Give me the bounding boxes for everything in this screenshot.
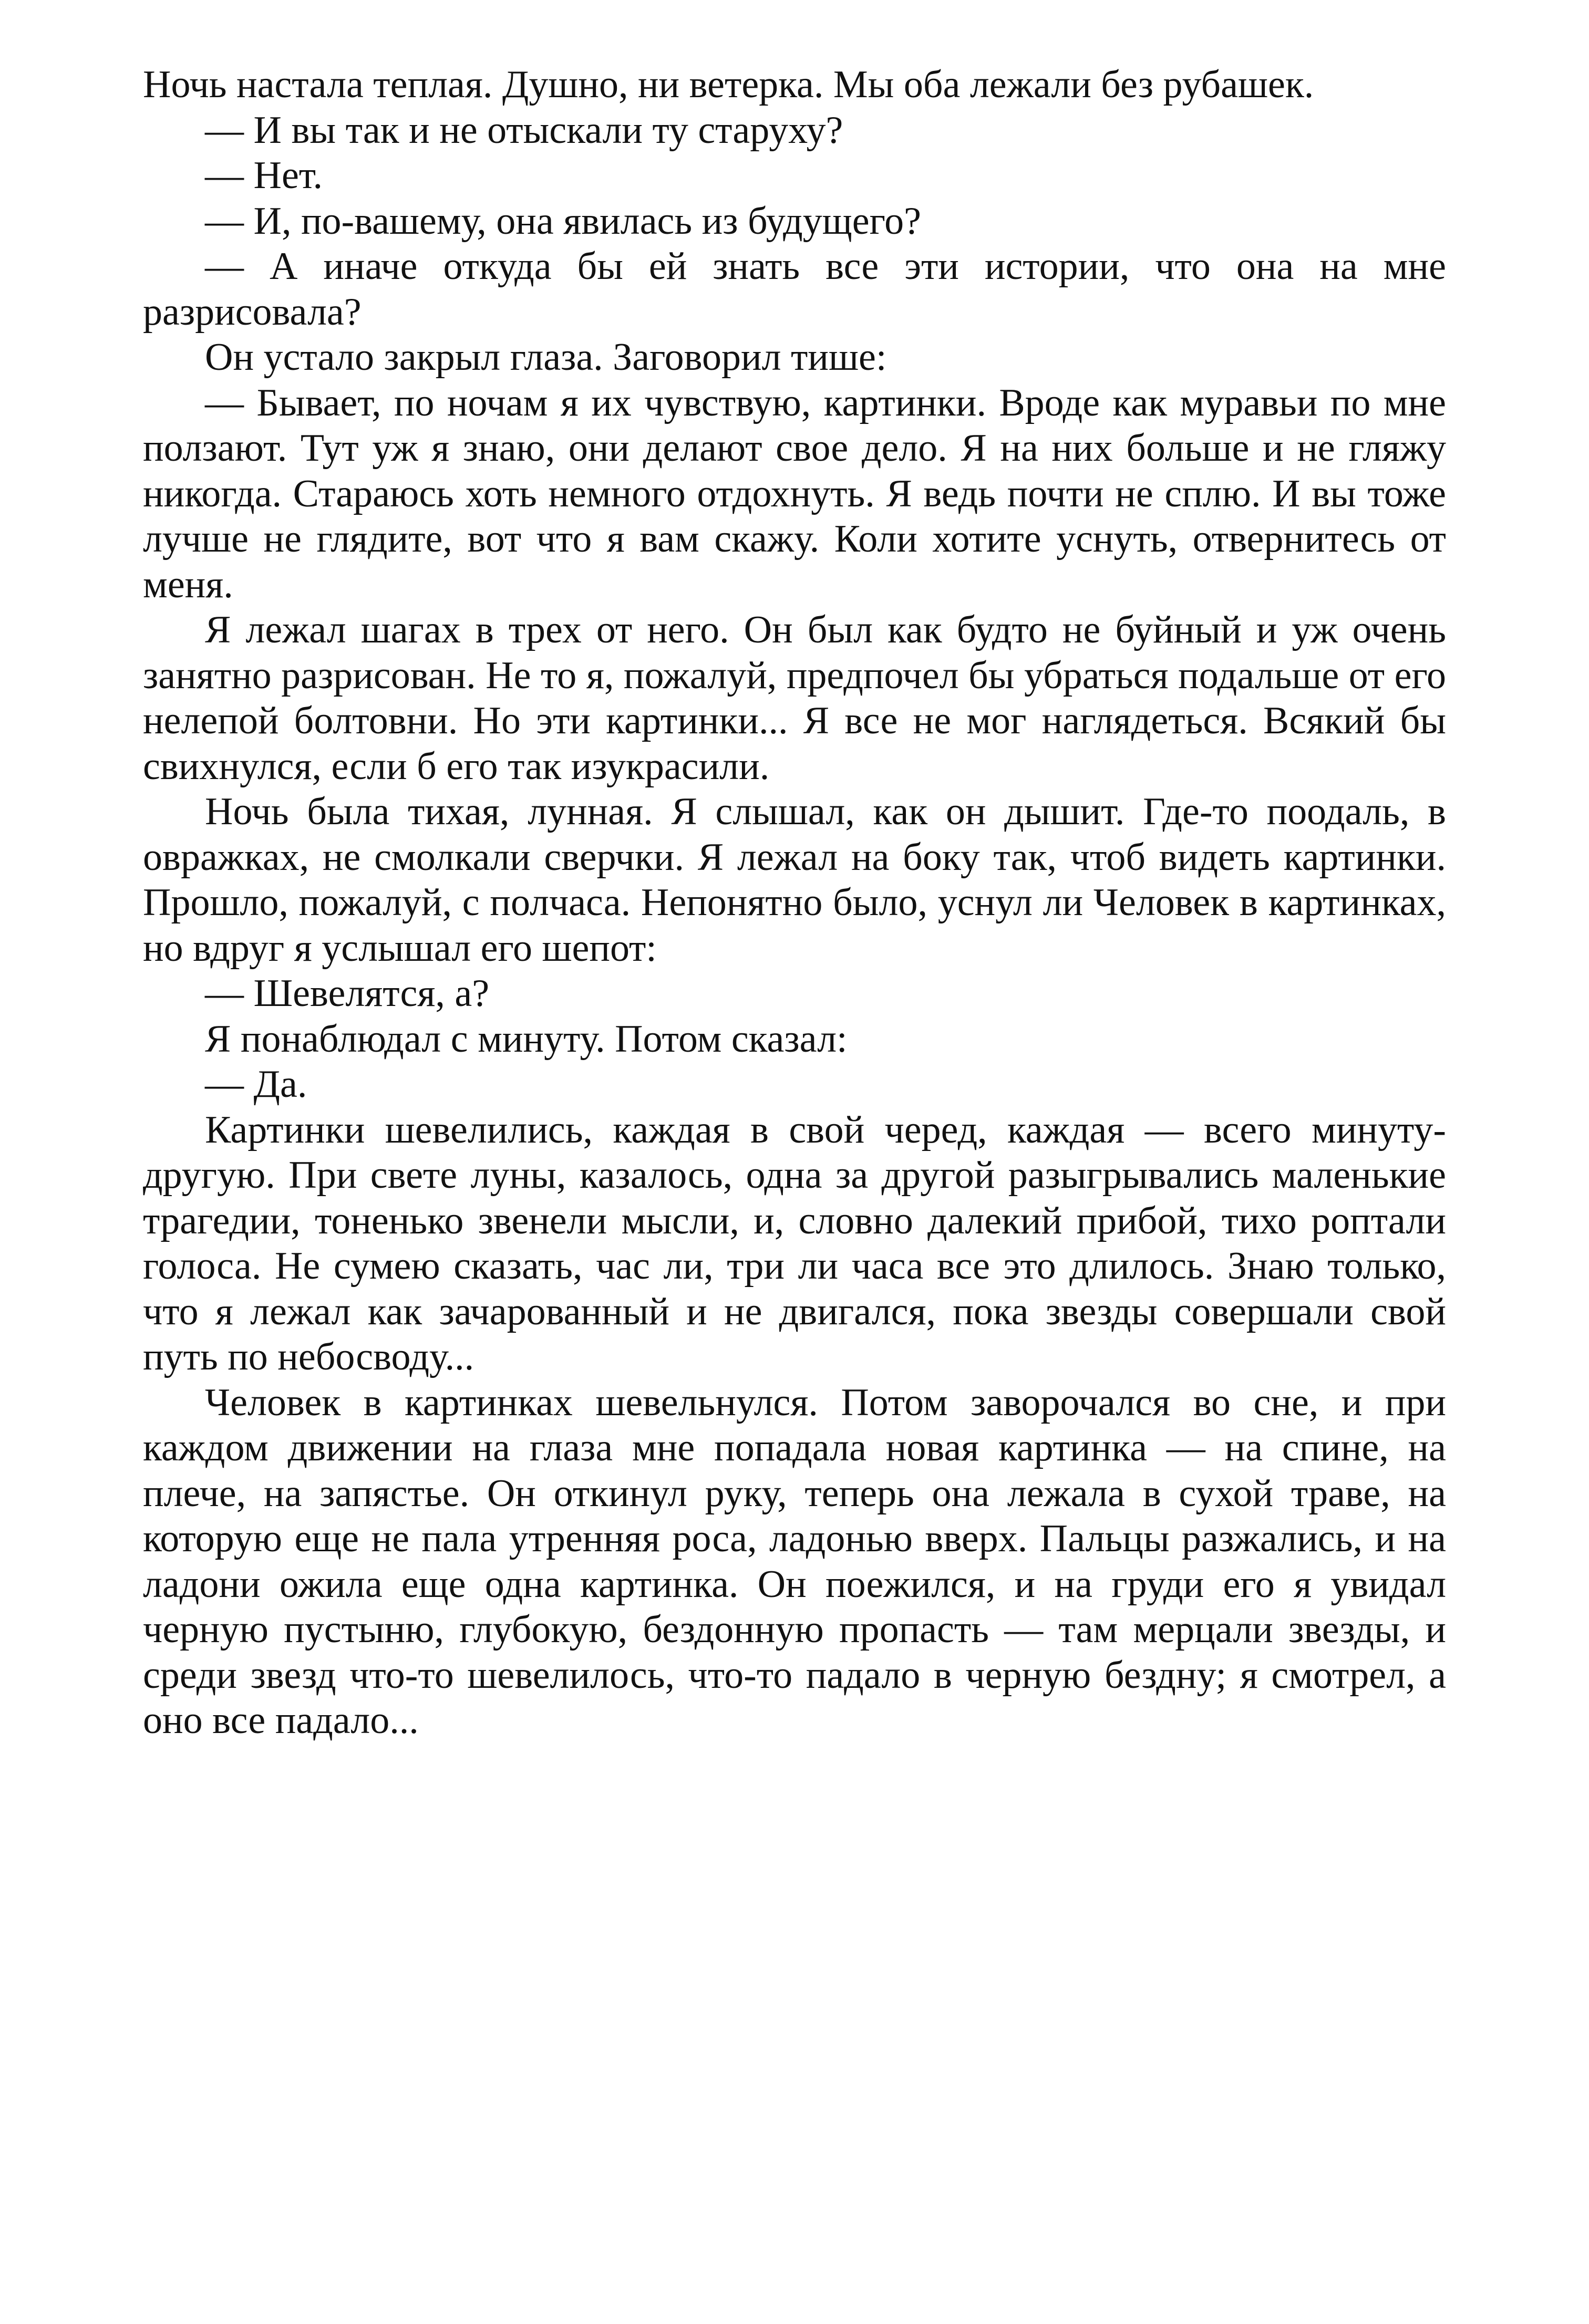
dialogue-line: — Бывает, по ночам я их чувствую, картинки. Вроде как муравьи по мне ползают. Тут уж я знаю, они делают свое дело. Я на них больше и не гляжу никогда. Стараюсь хоть немного отдохнуть. Я ведь почти не сплю. И вы тоже лучше не глядите, вот что я вам скажу. Коли хотите уснуть, отвернитесь от меня. xyxy=(143,381,1446,606)
page-text xyxy=(143,62,1446,1744)
paragraph: Я понаблюдал с минуту. Потом сказал: xyxy=(205,1017,848,1061)
paragraph: Я лежал шагах в трех от него. Он был как будто не буйный и уж очень занятно разрисован. Не то я, пожалуй, предпочел бы убраться подальше от его нелепой болтовни. Но эти картинки... Я все не мог наглядеться. Всякий бы свихнулся, если б его так изукрасили. xyxy=(143,608,1446,788)
dialogue-line: — А иначе откуда бы ей знать все эти истории, что она на мне разрисовала? xyxy=(143,245,1446,334)
dialogue-line: — И вы так и не отыскали ту старуху? xyxy=(205,108,843,152)
dialogue-line: — Нет. xyxy=(205,154,323,197)
paragraph: Картинки шевелились, каждая в свой черед, каждая — всего минуту-другую. При свете луны, казалось, одна за другой разыгрывались маленькие трагедии, тоненько звенели мысли, и, словно далекий прибой, тихо роптали голоса. Не сумею сказать, час ли, три ли часа все это длилось. Знаю только, что я лежал как зачарованный и не двигался, пока звезды совершали свой путь по небосводу... xyxy=(143,1108,1446,1378)
dialogue-line: — Шевелятся, а? xyxy=(205,972,490,1015)
dialogue-line: — Да. xyxy=(205,1063,307,1106)
paragraph: Ночь настала теплая. Душно, ни ветерка. Мы оба лежали без рубашек. xyxy=(143,63,1314,106)
paragraph: Человек в картинках шевельнулся. Потом заворочался во сне, и при каждом движении на глаза мне попадала новая картинка — на спине, на плече, на запястье. Он откинул руку, теперь она лежала в сухой траве, на которую еще не пала утренняя роса, ладонью вверх. Пальцы разжались, и на ладони ожила еще одна картинка. Он поежился, и на груди его я увидал черную пустыню, глубокую, бездонную пропасть — там мерцали звезды, и среди звезд что-то шевелилось, что-то падало в черную бездну; я смотрел, а оно все падало... xyxy=(143,1381,1446,1742)
paragraph: Он устало закрыл глаза. Заговорил тише: xyxy=(205,336,887,379)
paragraph: Ночь была тихая, лунная. Я слышал, как он дышит. Где-то поодаль, в овражках, не смолкали сверчки. Я лежал на боку так, чтоб видеть картинки. Прошло, пожалуй, с полчаса. Непонятно было, уснул ли Человек в картинках, но вдруг я услышал его шепот: xyxy=(143,790,1446,970)
dialogue-line: — И, по-вашему, она явилась из будущего? xyxy=(205,199,921,243)
